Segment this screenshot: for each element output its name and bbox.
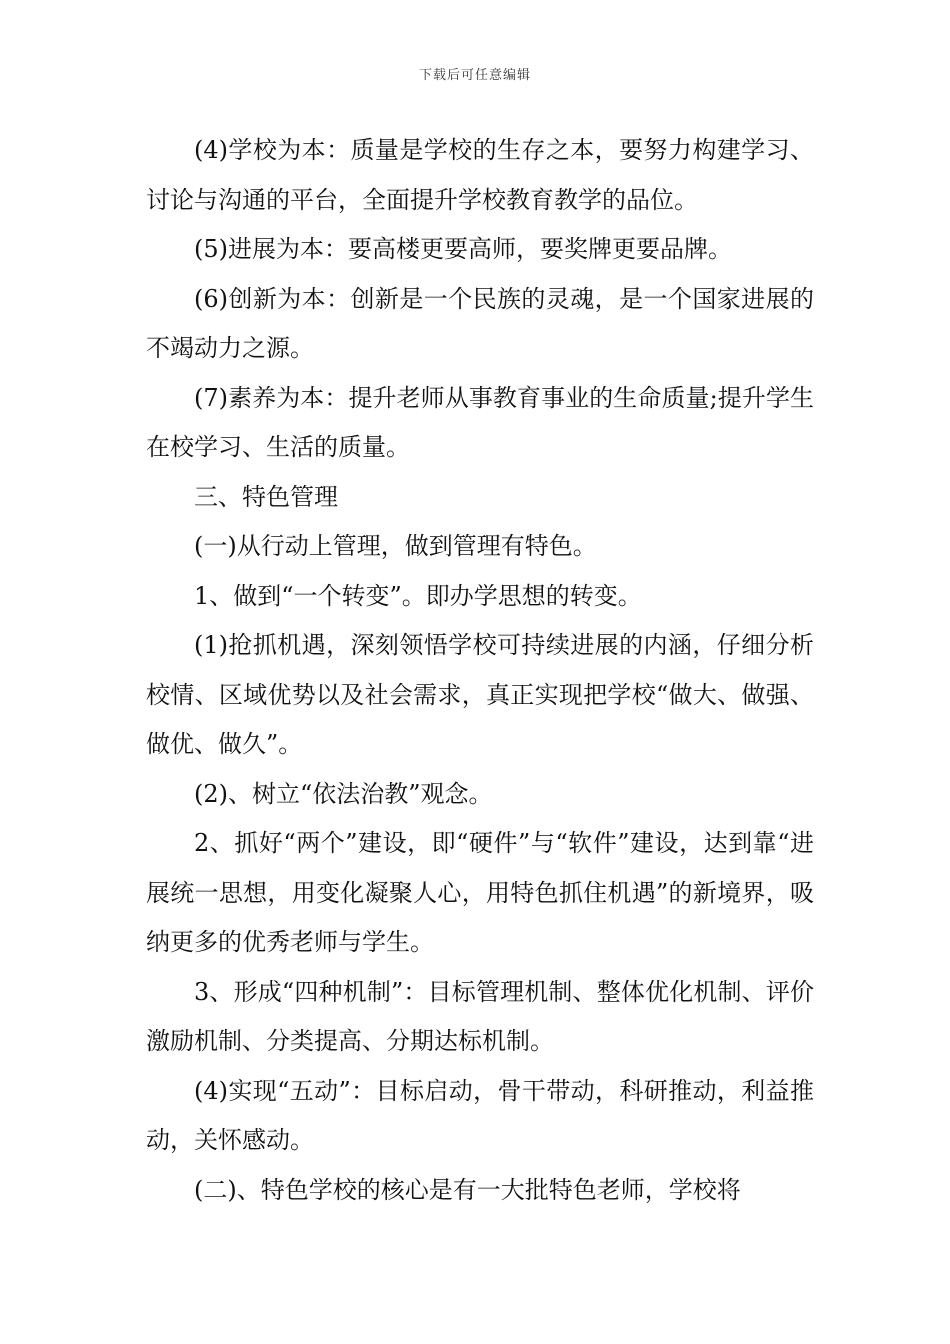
paragraph-12: (4)实现“五动”：目标启动，骨干带动，科研推动，利益推动，关怀感动。	[146, 1076, 814, 1154]
section-heading: 三、特色管理	[194, 482, 338, 511]
paragraph-13: (二)、特色学校的核心是有一大批特色老师，学校将	[194, 1175, 741, 1204]
paragraph-9: (2)、树立“依法治教”观念。	[194, 779, 493, 808]
document-body	[146, 126, 814, 1215]
paragraph-7: 1、做到“一个转变”。即办学思想的转变。	[194, 581, 642, 610]
paragraph-11: 3、形成“四种机制”：目标管理机制、整体优化机制、评价激励机制、分类提高、分期达标机制。	[146, 977, 814, 1055]
page-header: 下载后可任意编辑	[418, 68, 531, 83]
subsection-heading: (一)从行动上管理，做到管理有特色。	[194, 532, 597, 560]
paragraph-8: (1)抢抓机遇，深刻领悟学校可持续进展的内涵，仔细分析校情、区域优势以及社会需求，真正实现把学校“做大、做强、做优、做久”。	[146, 631, 814, 758]
paragraph-3: (6)创新为本：创新是一个民族的灵魂，是一个国家进展的不竭动力之源。	[146, 284, 814, 362]
paragraph-4: (7)素养为本：提升老师从事教育事业的生命质量;提升学生在校学习、生活的质量。	[146, 383, 814, 461]
paragraph-1: (4)学校为本：质量是学校的生存之本，要努力构建学习、讨论与沟通的平台，全面提升学校教育教学的品位。	[146, 136, 814, 214]
paragraph-10: 2、抓好“两个”建设，即“硬件”与“软件”建设，达到靠“进展统一思想，用变化凝聚人心，用特色抓住机遇”的新境界，吸纳更多的优秀老师与学生。	[146, 829, 814, 956]
paragraph-2: (5)进展为本：要高楼更要高师，要奖牌更要品牌。	[194, 235, 732, 263]
